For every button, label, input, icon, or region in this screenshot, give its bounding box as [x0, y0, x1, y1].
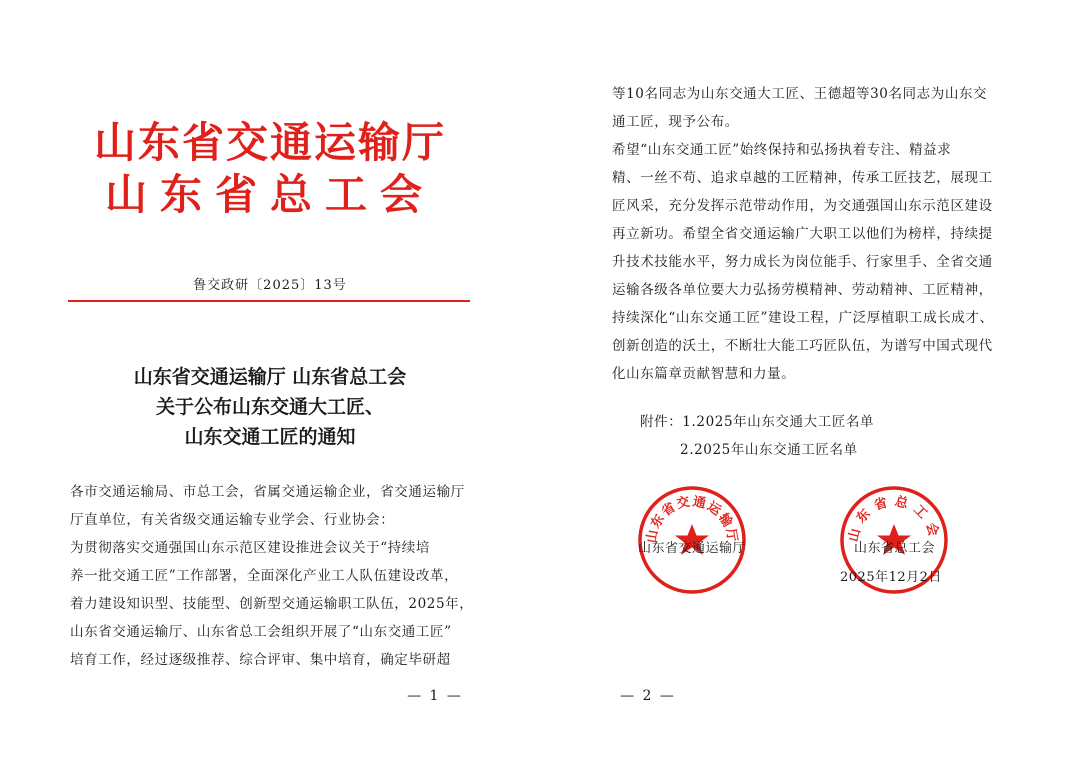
document-number: 鲁交政研〔2025〕13号 [193, 278, 347, 293]
body-line: 通工匠，现予公布。 [612, 114, 739, 130]
body-line: 各市交通运输局、市总工会，省属交通运输企业，省交通运输厅 [70, 484, 465, 500]
body-line: 创新创造的沃土，不断壮大能工巧匠队伍，为谱写中国式现代 [612, 338, 993, 354]
attachment-1: 附件：1.2025年山东交通大工匠名单 [640, 414, 875, 430]
body-line: 为贯彻落实交通强国山东示范区建设推进会议关于“持续培 [70, 540, 431, 556]
document-title-line-3: 山东交通工匠的通知 [184, 426, 356, 448]
document-title-line-1: 山东省交通运输厅 山东省总工会 [133, 366, 407, 388]
page-number: — 1 — [407, 688, 463, 704]
body-line: 匠风采，充分发挥示范带动作用，为交通强国山东示范区建设 [612, 198, 993, 214]
body-line: 升技术技能水平，努力成长为岗位能手、行家里手、全省交通 [612, 254, 993, 270]
body-line: 再立新功。希望全省交通运输广大职工以他们为榜样，持续提 [612, 226, 993, 242]
issuer-signature-transport: 山东省交通运输厅 [638, 541, 747, 556]
body-line: 精、一丝不苟、追求卓越的工匠精神，传承工匠技艺，展现工 [612, 170, 993, 186]
body-line: 厅直单位，有关省级交通运输专业学会、行业协会： [70, 512, 395, 528]
body-line: 着力建设知识型、技能型、创新型交通运输职工队伍，2025年， [70, 596, 474, 612]
body-line: 希望“山东交通工匠”始终保持和弘扬执着专注、精益求 [612, 142, 952, 158]
body-line: 养一批交通工匠”工作部署，全面深化产业工人队伍建设改革， [70, 568, 459, 584]
page-number: — 2 — [620, 688, 676, 704]
body-line: 化山东篇章贡献智慧和力量。 [612, 366, 796, 382]
body-line: 培育工作，经过逐级推荐、综合评审、集中培育，确定毕研超 [70, 652, 451, 668]
page-2 [540, 0, 1080, 764]
issuer-header-transport: 山东省交通运输厅 [93, 118, 446, 167]
red-divider-line [68, 300, 470, 302]
attachment-2: 2.2025年山东交通工匠名单 [680, 442, 858, 458]
issue-date: 2025年12月2日 [840, 570, 942, 585]
issuer-header-union: 山东省总工会 [104, 170, 435, 219]
seal-2-text: 山东省总工会 [846, 494, 942, 544]
body-line: 等10名同志为山东交通大工匠、王德超等30名同志为山东交 [612, 86, 988, 102]
body-line: 运输各级各单位要大力弘扬劳模精神、劳动精神、工匠精神， [612, 282, 993, 298]
seal-1-text: 山东省交通运输厅 [644, 494, 740, 545]
body-line: 持续深化“山东交通工匠”建设工程，广泛厚植职工成长成才、 [612, 310, 994, 326]
body-line: 山东省交通运输厅、山东省总工会组织开展了“山东交通工匠” [70, 624, 452, 640]
document-title-line-2: 关于公布山东交通大工匠、 [155, 396, 384, 418]
issuer-signature-union: 山东省总工会 [854, 541, 936, 556]
